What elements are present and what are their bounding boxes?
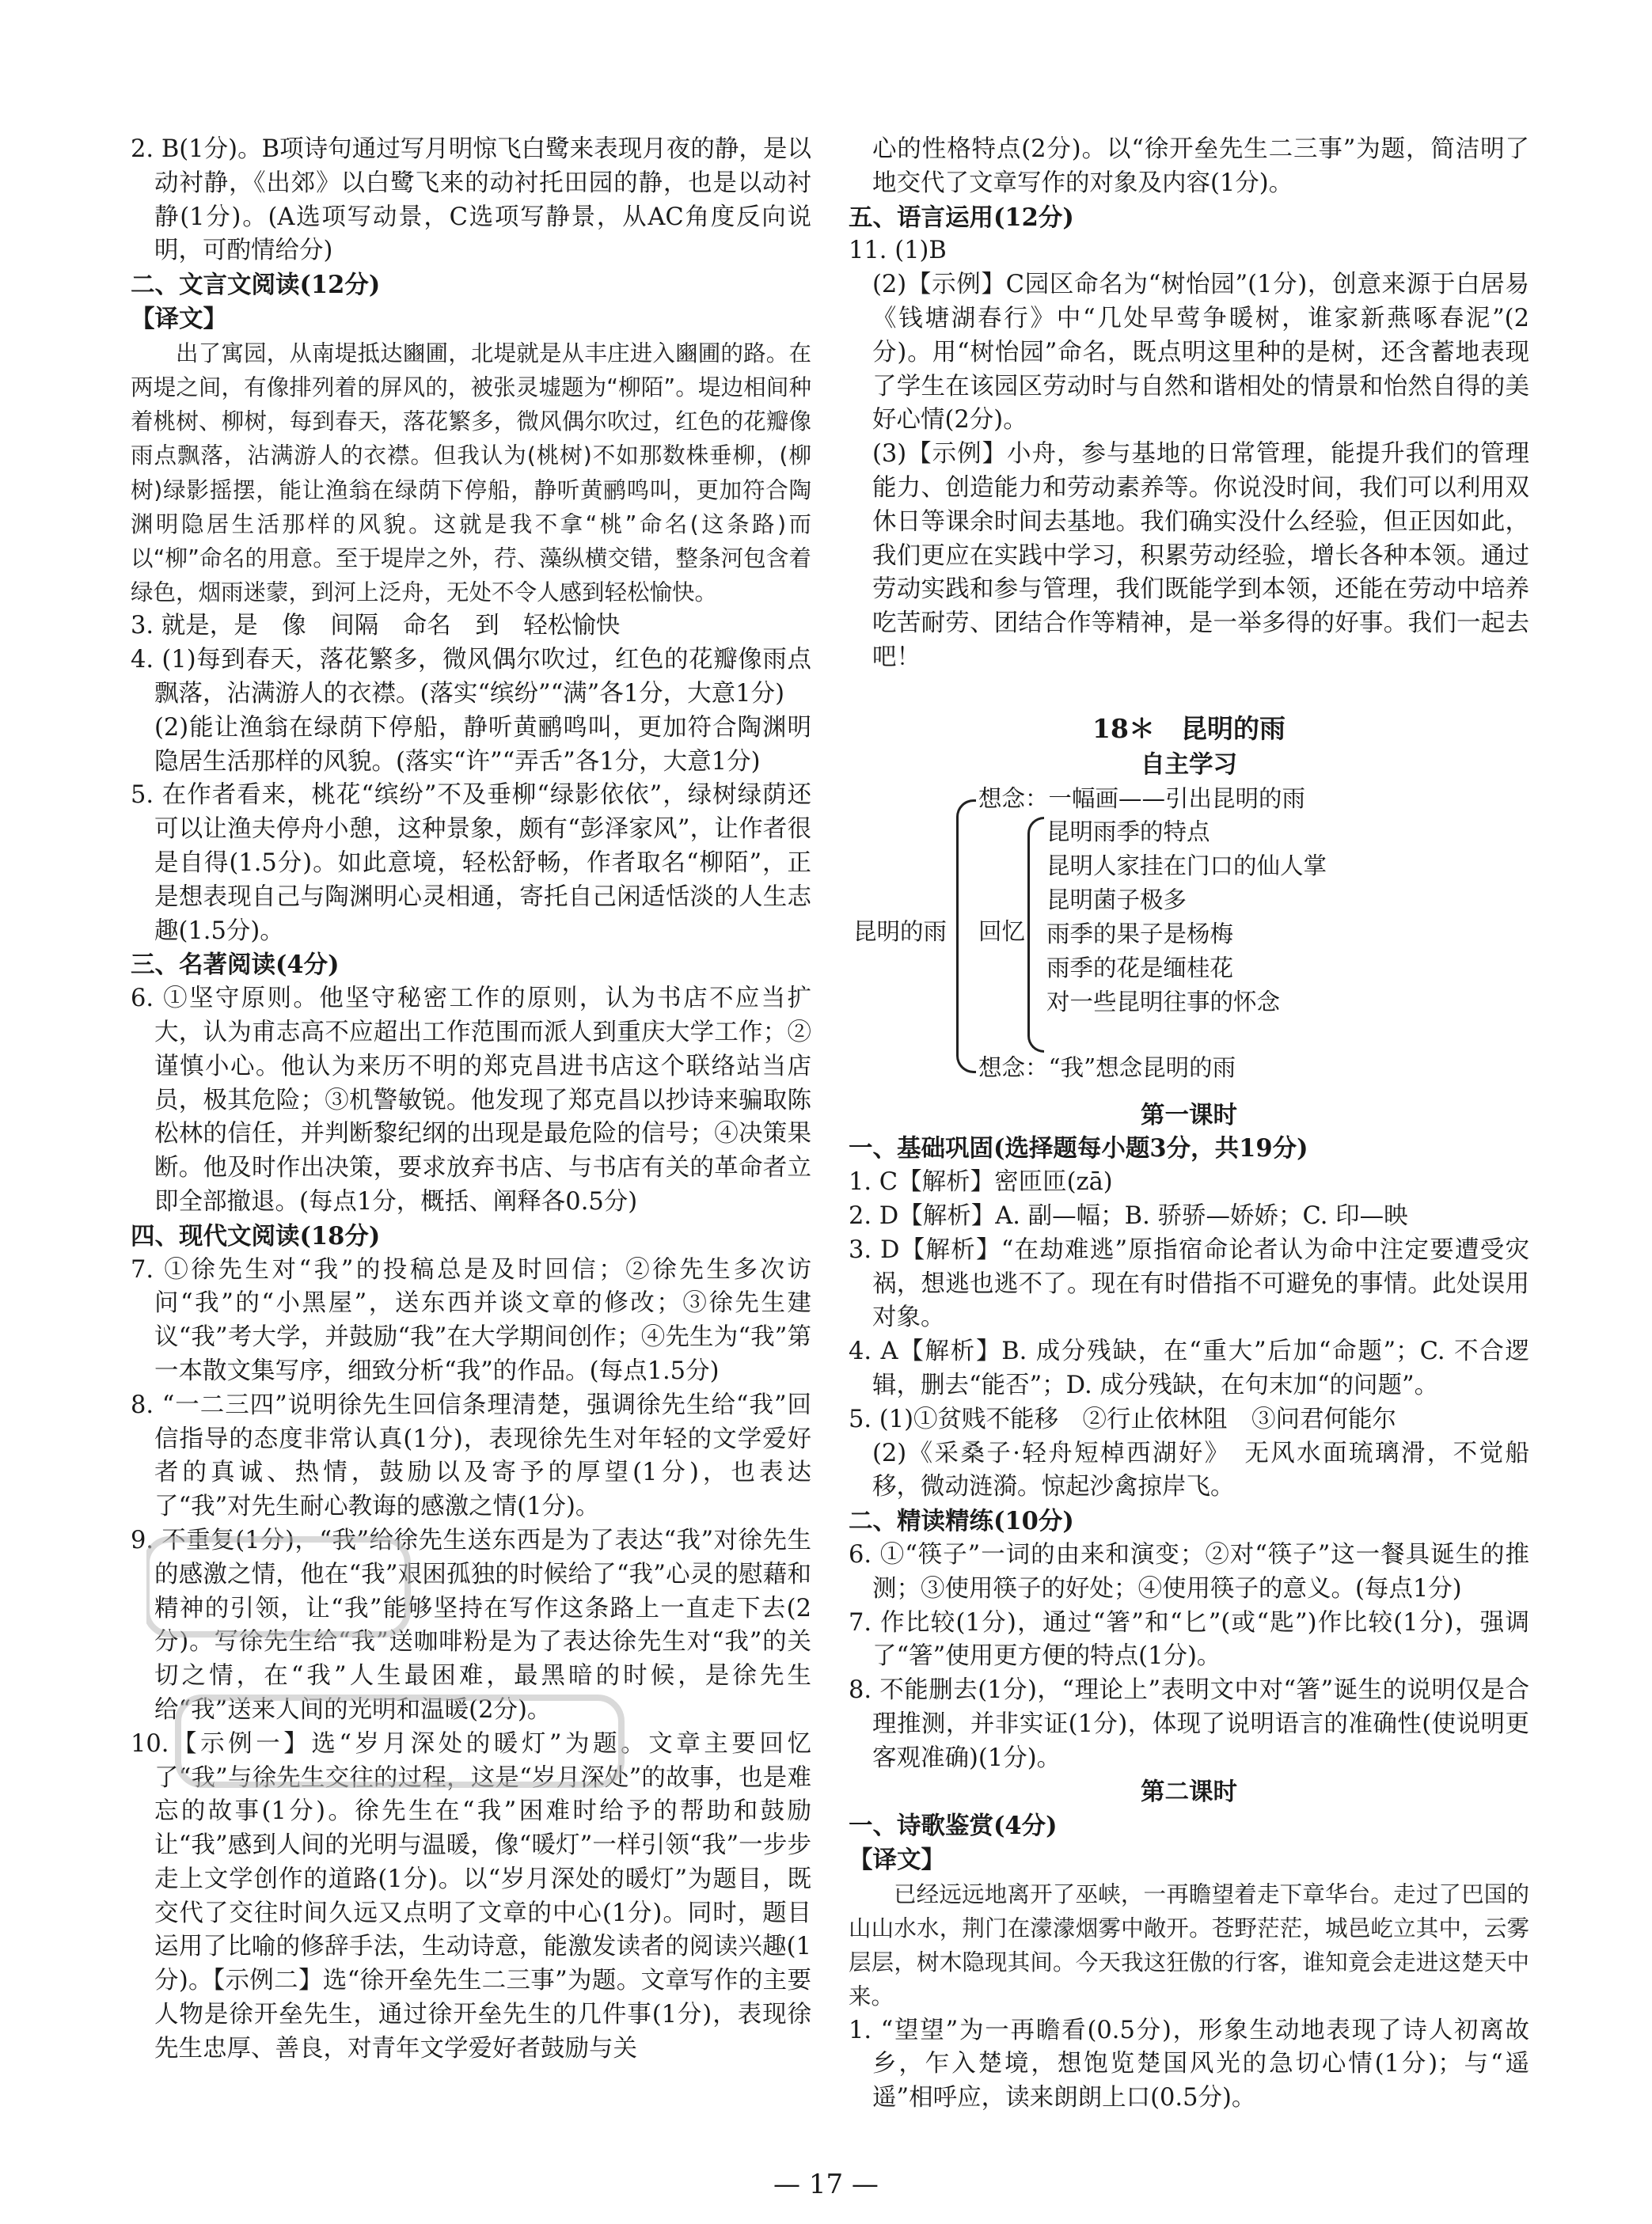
answer-3: 3. 就是，是 像 间隔 命名 到 轻松愉快 bbox=[131, 612, 621, 640]
answer-10: 10.【示例一】选“岁月深处的暖灯”为题。文章主要回忆了“我”与徐先生交往的过程，这是“岁月深处”的故事，也是难忘的故事(1分)。徐先生在“我”困难时给予的帮助和鼓励让“我”感到人间的光明与温暖，像“暖灯”一样引领“我”一步步走上文学创作的道路(1分)。以“岁月深处的暖灯”为题目，既交代了交往时间久远又点明了文章的中心(1分)。同时，题目运用了比喻的修辞手法，生动诗意，能激发读者的阅读兴趣(1分)。【示例二】选“徐开垒先生二三事”为题。文章写作的主要人物是徐开垒先生，通过徐开垒先生的几件事(1分)，表现徐先生忠厚、善良，对青年文学爱好者鼓励与关 bbox=[131, 1729, 811, 2063]
diagram-mid-node: 回忆 bbox=[978, 917, 1026, 945]
answer-6: 6. ①坚守原则。他坚守秘密工作的原则，认为书店不应当扩大，认为甫志高不应超出工作范围而派人到重庆大学工作；②谨慎小心。他认为来历不明的郑克昌进书店这个联络站当店员，极其危险；③机警敏锐。他发现了郑克昌以抄诗来骗取陈松林的信任，并判断黎纪纲的出现是最危险的信号；④决策果断。他及时作出决策，要求放弃书店、与书店有关的革命者立即全部撤退。(每点1分，概括、阐释各0.5分) bbox=[131, 985, 811, 1216]
structure-diagram bbox=[853, 782, 1529, 1099]
diagram-item-4: 雨季的果子是杨梅 bbox=[1046, 920, 1234, 947]
section-intensive-reading: 二、精读精练(10分) bbox=[849, 1507, 1074, 1536]
section-modern-reading: 四、现代文阅读(18分) bbox=[131, 1221, 381, 1251]
answer-4-part2: (2)能让渔翁在绿荫下停船，静听黄鹂鸣叫，更加符合陶渊明隐居生活那样的风貌。(落实“许”“弄舌”各1分，大意1分) bbox=[154, 713, 811, 776]
poem-translation: 已经远远地离开了巫峡，一再瞻望着走下章华台。走过了巴国的山山水水，荆门在濛濛烟雾中敞开。苍野茫茫，城邑屹立其中，云雾层层，树木隐现其间。今天我这狂傲的行客，谁知竟会走进这楚天中来。 bbox=[849, 1881, 1529, 2010]
reading-answer-6: 6. ①“筷子”一词的由来和演变；②对“筷子”这一餐具诞生的推测；③使用筷子的好处；④使用筷子的意义。(每点1分) bbox=[849, 1540, 1529, 1603]
translation-label-2: 【译文】 bbox=[849, 1846, 945, 1875]
basic-answer-4: 4. A【解析】B. 成分残缺，在“重大”后加“命题”；C. 不合逻辑，删去“能否”；D. 成分残缺，在句末加“的问题”。 bbox=[849, 1338, 1529, 1399]
basic-answer-1: 1. C【解析】密匝匝(zā) bbox=[849, 1168, 1113, 1197]
diagram-item-1: 昆明雨季的特点 bbox=[1046, 818, 1210, 845]
diagram-item-3: 昆明菌子极多 bbox=[1046, 886, 1187, 913]
answer-4-part1: 4. (1)每到春天，落花繁多，微风偶尔吹过，红色的花瓣像雨点飘落，沾满游人的衣襟。(落实“缤纷”“满”各1分，大意1分) bbox=[131, 646, 811, 708]
answer-11-part3: (3)【示例】小舟，参与基地的日常管理，能提升我们的管理能力、创造能力和劳动素养等。你说没时间，我们可以利用双休日等课余时间去基地。我们确实没什么经验，但正因如此，我们更应在实践中学习，积累劳动经验，增长各种本领。通过劳动实践和参与管理，我们既能学到本领，还能在劳动中培养吃苦耐劳、团结合作等精神，是一举多得的好事。我们一起去吧！ bbox=[872, 440, 1529, 671]
lesson-title: 18＊ 昆明的雨 bbox=[1092, 712, 1286, 744]
section-language-use: 五、语言运用(12分) bbox=[849, 203, 1074, 232]
right-column bbox=[849, 133, 1529, 2116]
page-number: — 17 — bbox=[773, 2169, 879, 2200]
basic-answer-5-part2: (2)《采桑子·轻舟短棹西湖好》 无风水面琉璃滑，不觉船移，微动涟漪。惊起沙禽掠岸飞。 bbox=[872, 1439, 1529, 1501]
basic-answer-3: 3. D【解析】“在劫难逃”原指宿命论者认为命中注定要遭受灾祸，想逃也逃不了。现在有时借指不可避免的事情。此处误用对象。 bbox=[849, 1235, 1529, 1332]
basic-answer-2: 2. D【解析】A. 副—幅；B. 骄骄—娇娇；C. 印—映 bbox=[849, 1201, 1408, 1230]
left-column bbox=[131, 133, 811, 2066]
translation-label: 【译文】 bbox=[131, 304, 227, 333]
lesson-2-heading: 第二课时 bbox=[1141, 1778, 1237, 1807]
diagram-inner-brace bbox=[1027, 817, 1044, 1053]
diagram-bottom-node: 想念：“我”想念昆明的雨 bbox=[978, 1053, 1236, 1081]
answer-10-continued: 心的性格特点(2分)。以“徐开垒先生二三事”为题，简洁明了地交代了文章写作的对象及内容(1分)。 bbox=[872, 135, 1529, 197]
diagram-item-5: 雨季的花是缅桂花 bbox=[1046, 954, 1234, 981]
reading-answer-8: 8. 不能删去(1分)，“理论上”表明文中对“箸”诞生的说明仅是合理推测，并非实证(1分)，体现了说明语言的准确性(使说明更客观准确)(1分)。 bbox=[849, 1676, 1529, 1772]
answer-5: 5. 在作者看来，桃花“缤纷”不及垂柳“绿影依依”，绿树绿荫还可以让渔夫停舟小憩，这种景象，颇有“彭泽家风”，让作者很是自得(1.5分)。如此意境，轻松舒畅，作者取名“柳陌”，正是想表现自己与陶渊明心灵相通，寄托自己闲适恬淡的人生志趣(1.5分)。 bbox=[131, 781, 811, 945]
reading-answer-7: 7. 作比较(1分)，通过“箸”和“匕”(或“匙”)作比较(1分)，强调了“箸”使用更方便的特点(1分)。 bbox=[849, 1608, 1529, 1671]
answer-2: 2. B(1分)。B项诗句通过写月明惊飞白鹭来表现月夜的静，是以动衬静，《出郊》以白鹭飞来的动衬托田园的静，也是以动衬静(1分)。(A选项写动景，C选项写静景，从AC角度反向说明，可酌情给分) bbox=[131, 135, 811, 265]
diagram-root: 昆明的雨 bbox=[853, 917, 948, 945]
answer-11-part1: 11. (1)B bbox=[849, 237, 947, 265]
basic-answer-5-part1: 5. (1)①贫贱不能移 ②行止依林阻 ③问君何能尔 bbox=[849, 1405, 1396, 1433]
section-poetry: 一、诗歌鉴赏(4分) bbox=[849, 1812, 1058, 1841]
self-study-heading: 自主学习 bbox=[1141, 750, 1237, 779]
diagram-item-2: 昆明人家挂在门口的仙人掌 bbox=[1046, 852, 1327, 879]
answer-8: 8. “一二三四”说明徐先生回信条理清楚，强调徐先生给“我”回信指导的态度非常认真(1分)，表现徐先生对年轻的文学爱好者的真诚、热情，鼓励以及寄予的厚望(1分)，也表达了“我”对先生耐心教诲的感激之情(1分)。 bbox=[131, 1391, 811, 1521]
poem-answer-1: 1. “望望”为一再瞻看(0.5分)，形象生动地表现了诗人初离故乡，乍入楚境，想饱览楚国风光的急切心情(1分)；与“遥遥”相呼应，读来朗朗上口(0.5分)。 bbox=[849, 2016, 1529, 2112]
lesson-1-heading: 第一课时 bbox=[1141, 1100, 1237, 1129]
translation-text: 出了寓园，从南堤抵达豳圃，北堤就是从丰庄进入豳圃的路。在两堤之间，有像排列着的屏风的，被张灵墟题为“柳陌”。堤边相间种着桃树、柳树，每到春天，落花繁多，微风偶尔吹过，红色的花瓣像雨点飘落，沾满游人的衣襟。但我认为(桃树)不如那数株垂柳，(柳树)绿影摇摆，能让渔翁在绿荫下停船，静听黄鹂鸣叫，更加符合陶渊明隐居生活那样的风貌。这就是我不拿“桃”命名(这条路)而以“柳”命名的用意。至于堤岸之外，荇、藻纵横交错，整条河包含着绿色，烟雨迷蒙，到河上泛舟，无处不令人感到轻松愉快。 bbox=[131, 340, 811, 606]
answer-9: 9. 不重复(1分)，“我”给徐先生送东西是为了表达“我”对徐先生的感激之情，他在“我”艰困孤独的时候给了“我”心灵的慰藉和精神的引领，让“我”能够坚持在写作这条路上一直走下去(2分)。写徐先生给“我”送咖啡粉是为了表达徐先生对“我”的关切之情，在“我”人生最困难，最黑暗的时候，是徐先生给“我”送来人间的光明和温暖(2分)。 bbox=[131, 1526, 811, 1724]
section-basics: 一、基础巩固(选择题每小题3分，共19分) bbox=[849, 1134, 1308, 1163]
diagram-item-6: 对一些昆明往事的怀念 bbox=[1046, 988, 1281, 1015]
section-classics-reading: 三、名著阅读(4分) bbox=[131, 951, 340, 980]
answer-7: 7. ①徐先生对“我”的投稿总是及时回信；②徐先生多次访问“我”的“小黑屋”，送东西并谈文章的修改；③徐先生建议“我”考大学，并鼓励“我”在大学期间创作；④先生为“我”第一本散文集写序，细致分析“我”的作品。(每点1.5分) bbox=[131, 1255, 811, 1385]
section-classical-reading: 二、文言文阅读(12分) bbox=[131, 271, 381, 300]
diagram-top-node: 想念：一幅画——引出昆明的雨 bbox=[978, 784, 1306, 812]
answer-11-part2: (2)【示例】C园区命名为“树怡园”(1分)，创意来源于白居易《钱塘湖春行》中“几处早莺争暖树，谁家新燕啄春泥”(2分)。用“树怡园”命名，既点明这里种的是树，还含蓄地表现了学生在该园区劳动时与自然和谐相处的情景和怡然自得的美好心情(2分)。 bbox=[872, 271, 1529, 435]
diagram-outer-brace bbox=[956, 799, 976, 1073]
